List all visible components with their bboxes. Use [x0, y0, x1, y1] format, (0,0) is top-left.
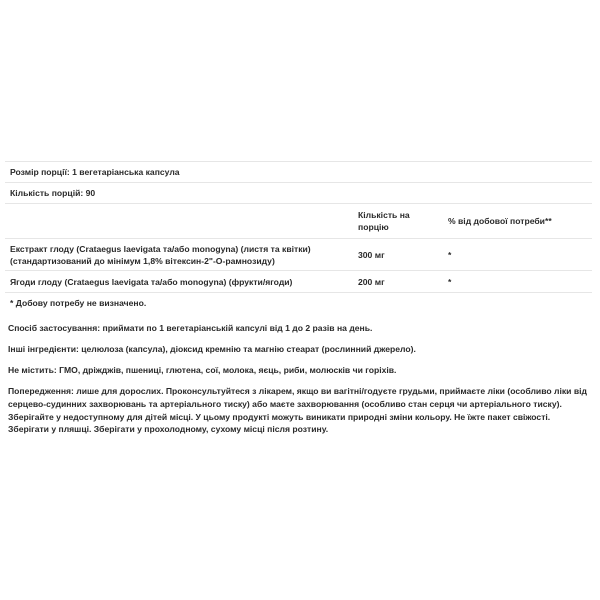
footnote-row — [5, 293, 592, 314]
usage-instructions: Спосіб застосування: приймати по 1 вегетаріанській капсулі від 1 до 2 разів на день. — [8, 323, 373, 333]
ingredient-name: Ягоди глоду (Crataegus laevigata та/або monogyna) (фрукти/ягоди) — [5, 271, 353, 293]
ingredient-name: Екстракт глоду (Crataegus laevigata та/або monogyna) (листя та квітки) (стандартизований до мінімум 1,8% вітексин-2"-O-рамнозиду) — [5, 239, 353, 271]
header-ingredient-cell — [5, 204, 353, 239]
table-row — [5, 271, 592, 293]
serving-size-row — [5, 162, 592, 183]
header-daily-value: % від добової потреби** — [443, 204, 592, 239]
ingredient-daily-value: * — [443, 271, 592, 293]
other-ingredients: Інші інгредієнти: целюлоза (капсула), діоксид кремнію та магнію стеарат (рослинний джерело). — [8, 344, 416, 354]
warning-text: Попередження: лише для дорослих. Проконсультуйтеся з лікарем, якщо ви вагітні/годуєте грудьми, приймаєте ліки (особливо ліки від серцево-судинних захворювань та артеріального тиску) або маєте захворювання (особливо стан серця чи артеріального тиску). Зберігайте у недоступному для дітей місці. У цьому продукті можуть виникати природні зміни кольору. Не їжте пакет свіжості. Зберігати у пляшці. Зберігати у прохолодному, сухому місці після розтину. — [8, 386, 587, 435]
ingredient-daily-value: * — [443, 239, 592, 271]
allergen-free-statement: Не містить: ГМО, дріжджів, пшениці, глютена, сої, молока, яєць, риби, молюсків чи горіхів. — [8, 365, 397, 375]
serving-size: Розмір порції: 1 вегетаріанська капсула — [5, 162, 592, 183]
product-notes — [8, 322, 593, 445]
footnote: * Добову потребу не визначено. — [10, 298, 147, 308]
table-header-row — [5, 204, 592, 239]
header-amount-per-serving: Кількість на порцію — [353, 204, 443, 239]
servings-per-container: Кількість порцій: 90 — [5, 183, 592, 204]
ingredient-amount: 300 мг — [353, 239, 443, 271]
supplement-facts-table — [5, 161, 592, 313]
table-row — [5, 239, 592, 271]
servings-per-container-row — [5, 183, 592, 204]
ingredient-amount: 200 мг — [353, 271, 443, 293]
